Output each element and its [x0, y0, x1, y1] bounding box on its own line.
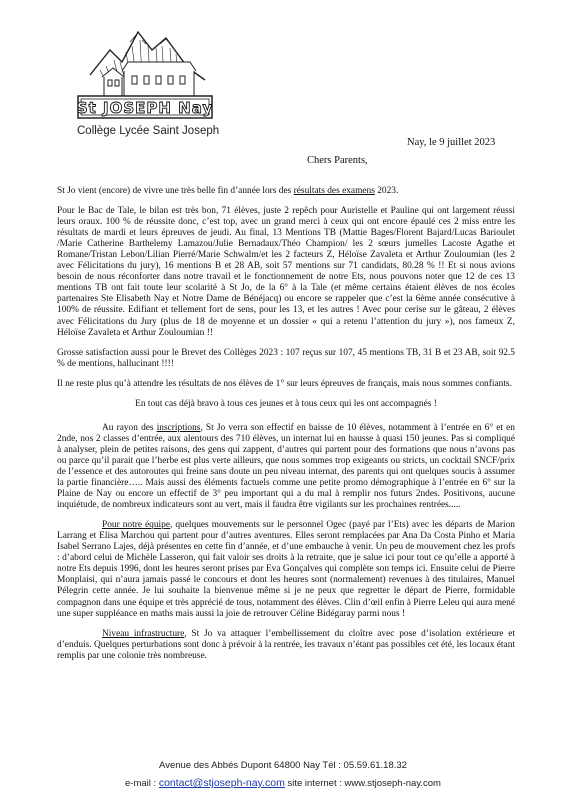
- school-name: Collège Lycée Saint Joseph: [77, 125, 220, 137]
- school-logo: [70, 20, 215, 125]
- footer-address: Avenue des Abbés Dupont 64800 Nay Tél : 05.59.61.18.32: [159, 760, 407, 771]
- paragraph-bac: Pour le Bac de Tale, le bilan est très bon, 71 élèves, juste 2 repêch pour Auristelle et Pauline qui ont largement réussi leurs oraux. 100 % de réussite donc, c’est top, avec un grand merci à ceux qui ont encore épaulé ces 2 miss entre les résultats de mardi et leurs épreuves de jeudi. Au final, 13 Mentions TB (Mattie Bages/Florent Bajard/Lucas Barioulet /Marie Catherine Barthelemy Lamazou/Julie Bernadaux/Théo Champion/ les 2 sœurs jumelles Lacoste Agathe et Romane/Tristan Lebon/Lilian Pierré/Marie Schwalm/et les 2 facteurs Z, Héloïse Zavaleta et Arthur Zouloumian (les 2 avec Félicitations du jury), 16 mentions B et 28 AB, soit 57 mentions sur 71 candidats, 80.28 % !! Et si nous avions besoin de nous réconforter dans notre travail et le fonctionnement de notre Ets, nous pouvons noter que 12 de ces 13 mentions TB ont fait toute leur scolarité à St Jo, de la 6° à la Tale (et même certains étaient élèves de nos écoles partenaires Ste Elisabeth Nay et Notre Dame de Bénéjacq) ou encore se rappeler que c’est la 6ème année consécutive à 100% de réussite. Edifiant et tellement fort de sens, pour les 13, et les autres ! Avec pour cerise sur le gâteau, 2 élèves avec Félicitations du Jury (plus de 18 de moyenne et un dossier « qui a retenu l’attention du jury »), nos fameux Z, Héloïse Zavaleta et Arthur Zouloumian !!: [57, 206, 515, 338]
- paragraph-bravo: En tout cas déjà bravo à tous ces jeunes et à tous ceux qui les ont accompagnés !: [135, 398, 437, 409]
- paragraph-brevet: Grosse satisfaction aussi pour le Brevet des Collèges 2023 : 107 reçus sur 107, 45 mentions TB, 31 B et 23 AB, soit 92.5 % de mentions, hallucinant !!!!: [57, 347, 515, 369]
- paragraph-inscriptions: Au rayon des inscriptions, St Jo verra son effectif en baisse de 10 élèves, notamment à l’entrée en 6° et en 2nde, nos 2 classes d’entrée, aux alentours des 710 élèves, un internat lui en hausse à quasi 150 jeunes. Pas si compliqué à analyser, plein de petites raisons, des gens qui zappent, d’autres qui partent pour des formations que nous n’avons pas ou parce qu’il parait que l’herbe est plus verte ailleurs, que nous sommes trop exigeants ou stricts, un cocktail SNCF/prix de l’essence et des autoroutes qui freine sans doute un peu niveau internat, des parents qui ont quelques soucis à assumer la partie financière….. Mais aussi des éléments factuels comme une petite promo démographique à l’entrée en 6° sur la Plaine de Nay ou encore un effectif de 3° peu important qui a du mal à remplir nos futurs 2ndes. Positivons, aucune inquiétude, de nombreux indicateurs sont au vert, mais il faudra être vigilants sur les prochaines rentrées.....: [57, 422, 515, 511]
- paragraph-results-intro: St Jo vient (encore) de vivre une très belle fin d’année lors des résultats des examens 2023.: [57, 186, 399, 196]
- greeting: Chers Parents,: [307, 155, 368, 166]
- letter-date: Nay, le 9 juillet 2023: [407, 137, 496, 148]
- paragraph-francais: Il ne reste plus qu’à attendre les résultats de nos élèves de 1° sur leurs épreuves de français, mais nous sommes confiants.: [57, 378, 512, 389]
- paragraph-equipe: Pour notre équipe, quelques mouvements sur le personnel Ogec (payé par l’Ets) avec les départs de Marion Larrang et Elisa Marchou qui partent pour d’autres aventures. Elles seront remplacées par Ana Da Costa Pinho et Maria Isabel Serrano Lajes, déjà présentes en cette fin d’année, et d’une embauche à venir. Un peu de mouvement chez les profs : d’abord celui de Michèle Lasseron, qui fait valoir ses droits à la retraite, que je salue ici pour tout ce qu’elle a apporté à notre Ets depuis 1996, dont les heures seront prises par Eva Gonçalves qui complète son temps ici. Ensuite celui de Pierre Monplaisi, qui n’aura jamais passé le concours et dont les heures sont (normalement) revenues à des titulaires, Manuel Pélegrin cette année. Je lui souhaite la bienvenue même si je ne peux que regretter le départ de Pierre, formidable compagnon dans une équipe et très apprécié de tous, notamment des élèves. Clin d’œil enfin à Pierre Leleu qui aura mené une super suppléance en maths mais aussi la joie de retrouver Céline Bidégaray parmi nous !: [57, 520, 515, 619]
- svg-text:St JOSEPH Nay: St JOSEPH Nay: [76, 99, 214, 117]
- paragraph-infrastructure: Niveau infrastructure, St Jo va attaquer l’embellissement du cloître avec pose d’isolation extérieure et d’enduis. Quelques perturbations sont donc à prévoir à la rentrée, les travaux n’étant pas possibles cet été, les locaux étant remplis par une colonie très nombreuse.: [57, 628, 515, 661]
- footer-contact: e-mail : contact@stjoseph-nay.com site internet : www.stjoseph-nay.com: [125, 777, 441, 789]
- letter-body: [57, 186, 515, 671]
- email-link[interactable]: contact@stjoseph-nay.com: [158, 777, 285, 789]
